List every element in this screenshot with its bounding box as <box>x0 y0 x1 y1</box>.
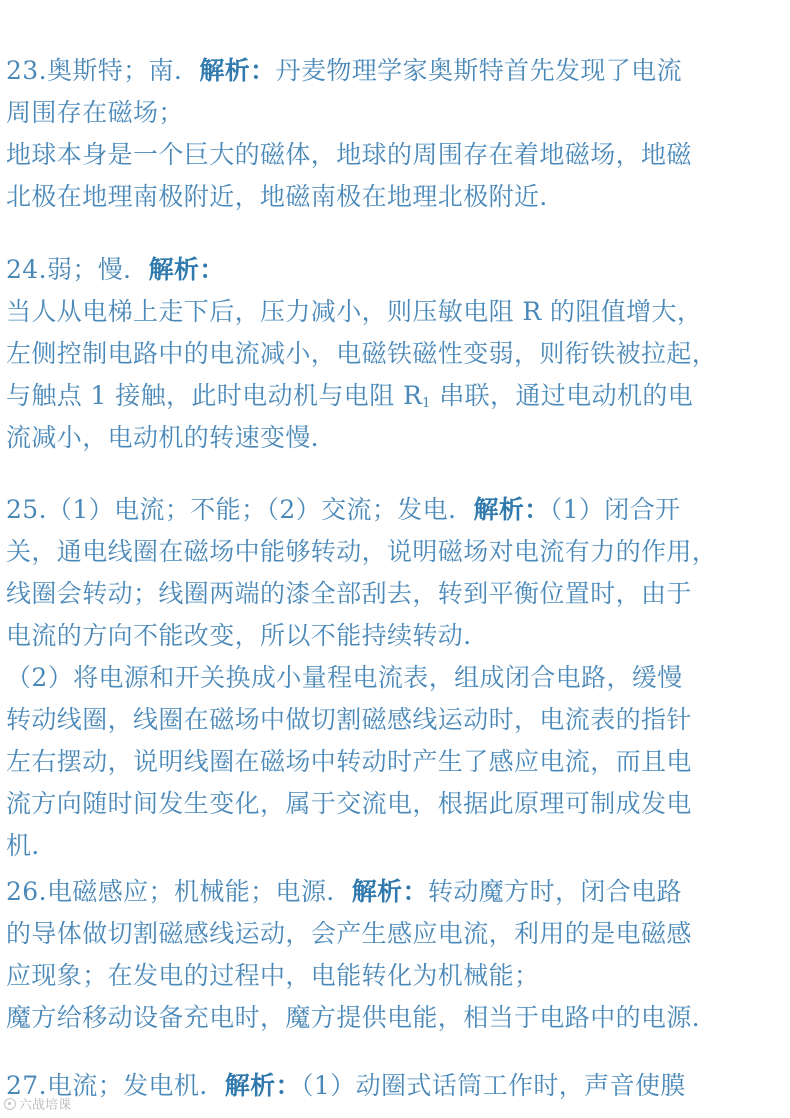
q25-line-6: 转动线圈，线圈在磁场中做切割磁感线运动时，电流表的指针 <box>6 705 692 734</box>
q24-resistor-subscript: 1 <box>422 396 431 411</box>
q25-line-5: （2）将电源和开关换成小量程电流表，组成闭合电路，缓慢 <box>6 663 683 692</box>
q25-line-1 <box>6 490 681 530</box>
q24-line-4-text-b: 串联，通过电动机的电 <box>430 381 694 410</box>
q24-line-1 <box>6 250 225 290</box>
q24-line-4 <box>6 376 693 424</box>
q26-line-1 <box>6 872 682 912</box>
q23-line-4: 北极在地理南极附近，地磁南极在地理北极附近． <box>6 182 565 211</box>
q24-line-2: 当人从电梯上走下后，压力减小，则压敏电阻 R 的阻值增大， <box>6 297 703 326</box>
q23-line-2: 周围存在磁场； <box>6 98 184 127</box>
q24-line-4-text-a: 与触点 1 接触，此时电动机与电阻 R <box>6 381 423 410</box>
q23-answer: 23.奥斯特；南． <box>6 56 200 85</box>
q24-line-3: 左侧控制电路中的电流减小，电磁铁磁性变弱，则衔铁被拉起， <box>6 339 718 368</box>
q25-line-9: 机． <box>6 831 57 860</box>
q26-analysis-text: 转动魔方时，闭合电路 <box>427 877 682 906</box>
q25-line-2: 关，通电线圈在磁场中能够转动，说明磁场对电流有力的作用， <box>6 537 718 566</box>
q27-answer: 27.电流；发电机． <box>6 1071 225 1100</box>
q23-line-1 <box>6 51 682 91</box>
q23-line-3: 地球本身是一个巨大的磁体，地球的周围存在着地磁场，地磁 <box>6 140 692 169</box>
q26-line-3: 应现象；在发电的过程中，电能转化为机械能； <box>6 961 540 990</box>
q23-analysis-text: 丹麦物理学家奥斯特首先发现了电流 <box>275 56 682 85</box>
q25-line-8: 流方向随时间发生变化，属于交流电，根据此原理可制成发电 <box>6 789 692 818</box>
q25-analysis-text: （1）闭合开 <box>549 495 681 524</box>
wechat-logo-icon <box>4 1098 16 1110</box>
q27-analysis-label: 解析： <box>224 1071 301 1100</box>
q25-line-4: 电流的方向不能改变，所以不能持续转动． <box>6 621 489 650</box>
q26-answer: 26.电磁感应；机械能；电源． <box>6 877 352 906</box>
watermark <box>4 1094 71 1113</box>
q27-line-1 <box>6 1066 686 1106</box>
q23-analysis-label: 解析： <box>199 56 276 85</box>
q24-analysis-label: 解析： <box>148 255 225 284</box>
watermark-text: 六战培课 <box>19 1098 72 1113</box>
q25-answer: 25.（1）电流；不能；（2）交流；发电． <box>6 495 474 524</box>
q26-line-4: 魔方给移动设备充电时，魔方提供电能，相当于电路中的电源． <box>6 1003 718 1032</box>
q24-answer: 24.弱；慢． <box>6 255 149 284</box>
q25-line-3: 线圈会转动；线圈两端的漆全部刮去，转到平衡位置时，由于 <box>6 579 692 608</box>
q26-line-2: 的导体做切割磁感线运动，会产生感应电流，利用的是电磁感 <box>6 919 692 948</box>
q26-analysis-label: 解析： <box>351 877 428 906</box>
q24-line-5: 流减小，电动机的转速变慢． <box>6 423 337 452</box>
q25-line-7: 左右摆动，说明线圈在磁场中转动时产生了感应电流，而且电 <box>6 747 692 776</box>
q27-analysis-text: （1）动圈式话筒工作时，声音使膜 <box>300 1071 686 1100</box>
q25-analysis-label: 解析： <box>473 495 550 524</box>
